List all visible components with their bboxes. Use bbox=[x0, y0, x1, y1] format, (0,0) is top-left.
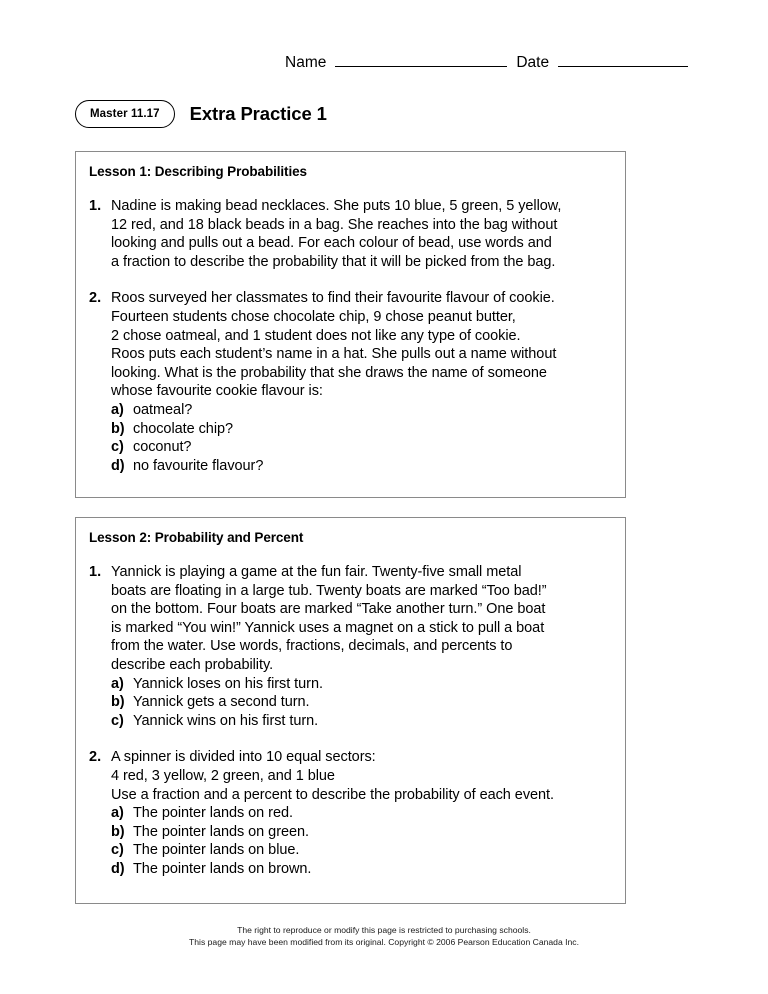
question-text-line: 12 red, and 18 black beads in a bag. She reaches into the bag without bbox=[111, 216, 558, 233]
subitem-letter: d) bbox=[111, 457, 125, 474]
question-subitem bbox=[111, 860, 613, 879]
name-label: Name bbox=[285, 54, 327, 71]
lesson-1-heading: Lesson 1: Describing Probabilities bbox=[89, 164, 307, 179]
question-text-line: 2 chose oatmeal, and 1 student does not like any type of cookie. bbox=[111, 327, 521, 344]
name-date-header bbox=[285, 54, 697, 72]
subitem-letter: a) bbox=[111, 675, 124, 692]
footer bbox=[0, 925, 768, 949]
question-text-line: A spinner is divided into 10 equal sectors: bbox=[111, 749, 376, 766]
question-body bbox=[111, 197, 613, 271]
question bbox=[89, 289, 613, 475]
question-text-line: describe each probability. bbox=[111, 656, 274, 673]
question-subitem bbox=[111, 420, 613, 439]
question-text-line: Nadine is making bead necklaces. She puts 10 blue, 5 green, 5 yellow, bbox=[111, 198, 562, 214]
master-number-badge: Master 11.17 bbox=[75, 100, 175, 128]
footer-line-1: The right to reproduce or modify this page is restricted to purchasing schools. bbox=[237, 925, 531, 935]
question-subitem bbox=[111, 401, 613, 420]
question-text-line: whose favourite cookie flavour is: bbox=[111, 383, 323, 400]
question-text-line: looking and pulls out a bead. For each colour of bead, use words and bbox=[111, 235, 552, 252]
subitem-letter: c) bbox=[111, 842, 124, 859]
subitem-text: The pointer lands on red. bbox=[133, 805, 293, 822]
subitem-text: The pointer lands on blue. bbox=[133, 842, 300, 859]
subitem-text: Yannick gets a second turn. bbox=[133, 694, 310, 711]
question-subitem bbox=[111, 693, 613, 712]
question-text-line: is marked “You win!” Yannick uses a magnet on a stick to pull a boat bbox=[111, 619, 545, 636]
subitem-text: coconut? bbox=[133, 439, 192, 456]
footer-line-2: This page may have been modified from its original. Copyright © 2006 Pearson Education Canada Inc. bbox=[189, 936, 579, 947]
question-subitem-list bbox=[111, 401, 613, 475]
question-number: 1. bbox=[89, 198, 102, 214]
lesson-2-heading: Lesson 2: Probability and Percent bbox=[89, 530, 304, 545]
question-subitem bbox=[111, 804, 613, 823]
question-text-line: looking. What is the probability that she draws the name of someone bbox=[111, 364, 547, 381]
date-label: Date bbox=[516, 54, 550, 71]
question-text-line: Yannick is playing a game at the fun fair. Twenty-five small metal bbox=[111, 564, 522, 580]
subitem-letter: b) bbox=[111, 694, 125, 711]
subitem-letter: b) bbox=[111, 420, 125, 437]
question-number: 2. bbox=[89, 290, 102, 307]
subitem-text: Yannick loses on his first turn. bbox=[133, 675, 323, 692]
question-subitem bbox=[111, 823, 613, 842]
subitem-text: The pointer lands on green. bbox=[133, 823, 309, 840]
question-subitem bbox=[111, 457, 613, 476]
question-text-line: Roos puts each student’s name in a hat. She pulls out a name without bbox=[111, 346, 557, 363]
question-text-line: on the bottom. Four boats are marked “Take another turn.” One boat bbox=[111, 601, 546, 618]
subitem-letter: c) bbox=[111, 439, 124, 456]
lesson-2-question-list bbox=[89, 563, 613, 879]
question-number: 1. bbox=[89, 564, 102, 580]
question-subitem-list bbox=[111, 675, 613, 731]
name-write-in-line[interactable] bbox=[335, 54, 507, 67]
title-row bbox=[75, 100, 327, 128]
subitem-letter: a) bbox=[111, 401, 124, 418]
subitem-text: Yannick wins on his first turn. bbox=[133, 712, 319, 729]
question-subitem bbox=[111, 675, 613, 694]
question-text-line: Fourteen students chose chocolate chip, 9 chose peanut butter, bbox=[111, 308, 516, 325]
question-subitem bbox=[111, 841, 613, 860]
question-body bbox=[111, 563, 613, 730]
subitem-text: oatmeal? bbox=[133, 401, 193, 418]
question bbox=[89, 748, 613, 878]
subitem-letter: b) bbox=[111, 823, 125, 840]
question-subitem-list bbox=[111, 804, 613, 878]
question-body bbox=[111, 289, 613, 475]
question-text-line: a fraction to describe the probability that it will be picked from the bag. bbox=[111, 253, 556, 270]
question-text-line: Use a fraction and a percent to describe the probability of each event. bbox=[111, 786, 554, 803]
subitem-letter: c) bbox=[111, 712, 124, 729]
page-title: Extra Practice 1 bbox=[189, 103, 327, 124]
subitem-letter: d) bbox=[111, 860, 125, 877]
lesson-1-question-list bbox=[89, 197, 613, 475]
question bbox=[89, 197, 613, 271]
subitem-letter: a) bbox=[111, 805, 124, 822]
lesson-box-1 bbox=[75, 151, 626, 498]
question-subitem bbox=[111, 438, 613, 457]
question-text-line: 4 red, 3 yellow, 2 green, and 1 blue bbox=[111, 767, 335, 784]
question-body bbox=[111, 748, 613, 878]
question-text-line: boats are floating in a large tub. Twenty boats are marked “Too bad!” bbox=[111, 582, 547, 599]
question-text-line: Roos surveyed her classmates to find their favourite flavour of cookie. bbox=[111, 290, 555, 307]
subitem-text: The pointer lands on brown. bbox=[133, 860, 312, 877]
question-text-line: from the water. Use words, fractions, decimals, and percents to bbox=[111, 638, 513, 655]
question-subitem bbox=[111, 712, 613, 731]
date-write-in-line[interactable] bbox=[558, 54, 688, 67]
lesson-box-2 bbox=[75, 517, 626, 904]
subitem-text: chocolate chip? bbox=[133, 420, 234, 437]
question-number: 2. bbox=[89, 749, 102, 766]
question bbox=[89, 563, 613, 730]
subitem-text: no favourite flavour? bbox=[133, 457, 264, 474]
